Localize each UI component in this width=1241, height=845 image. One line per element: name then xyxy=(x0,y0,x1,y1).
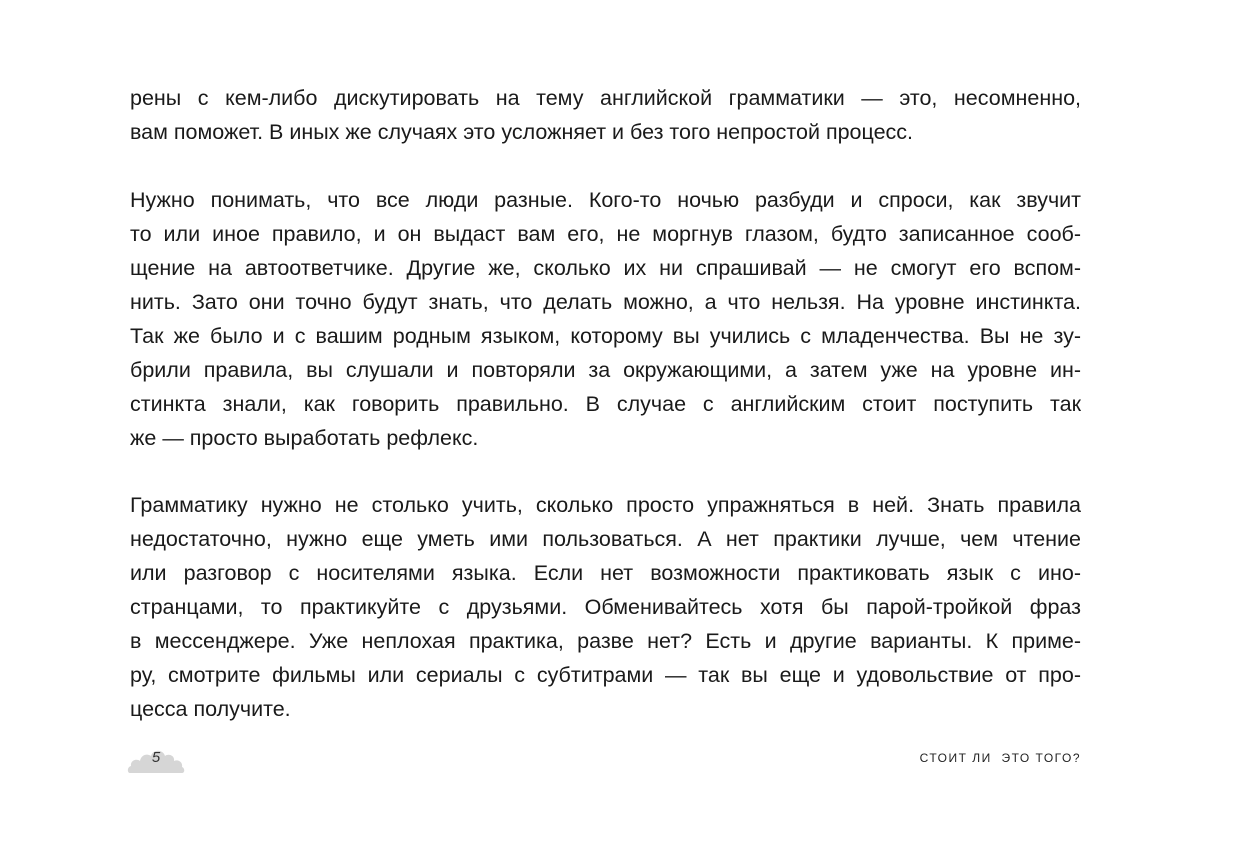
text-line: вам поможет. В иных же случаях это усложняет и без того непростой процесс. xyxy=(130,120,914,144)
text-line: странцами, то практикуйте с друзьями. Обменивайтесь хотя бы парой-тройкой фраз xyxy=(130,595,1081,619)
text-line: ру, смотрите фильмы или сериалы с субтитрами — так вы еще и удовольствие от про- xyxy=(130,663,1081,687)
text-line: Так же было и с вашим родным языком, которому вы учились с младенчества. Вы не зу- xyxy=(130,324,1081,348)
paragraph-2 xyxy=(130,183,1081,455)
text-line: то или иное правило, и он выдаст вам его, не моргнув глазом, будто записанное сооб- xyxy=(130,222,1081,246)
text-line: недостаточно, нужно еще уметь ими пользоваться. А нет практики лучше, чем чтение xyxy=(130,527,1081,551)
text-line: Грамматику нужно не столько учить, сколько просто упражняться в ней. Знать правила xyxy=(130,493,1081,517)
text-line: цесса получите. xyxy=(130,697,291,721)
text-line: в мессенджере. Уже неплохая практика, разве нет? Есть и другие варианты. К приме- xyxy=(130,629,1081,653)
text-line: рены с кем-либо дискутировать на тему английской грамматики — это, несомненно, xyxy=(130,86,1081,110)
text-line: или разговор с носителями языка. Если нет возможности практиковать язык с ино- xyxy=(130,561,1081,585)
text-line: же — просто выработать рефлекс. xyxy=(130,426,479,450)
paragraph-1 xyxy=(130,81,1081,149)
text-line: брили правила, вы слушали и повторяли за окружающими, а затем уже на уровне ин- xyxy=(130,358,1081,382)
text-line: нить. Зато они точно будут знать, что делать можно, а что нельзя. На уровне инстинкта. xyxy=(130,290,1081,314)
text-line: Нужно понимать, что все люди разные. Кого-то ночью разбуди и спроси, как звучит xyxy=(130,188,1081,212)
running-title: СТОИТ ЛИ ЭТО ТОГО? xyxy=(919,751,1081,765)
text-line: стинкта знали, как говорить правильно. В случае с английским стоит поступить так xyxy=(130,392,1081,416)
paragraph-3 xyxy=(130,488,1081,726)
page-number: 5 xyxy=(151,749,161,766)
text-line: щение на автоответчике. Другие же, сколько их ни спрашивай — не смогут его вспом- xyxy=(130,256,1081,280)
